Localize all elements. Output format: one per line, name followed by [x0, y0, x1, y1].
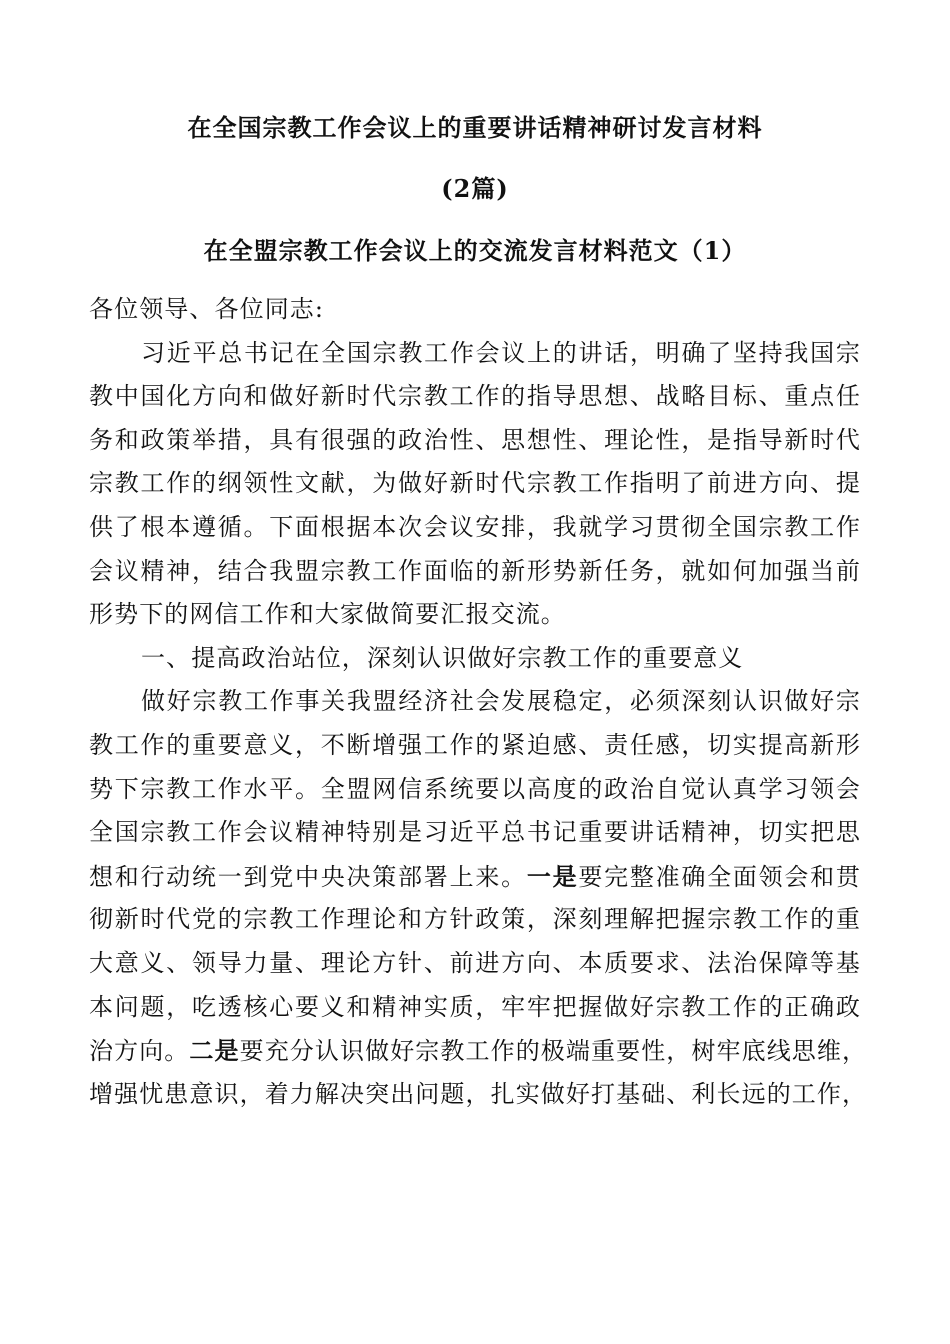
text-line: 习近平总书记在全国宗教工作会议上的讲话，明确了坚持我国宗	[141, 338, 861, 367]
section-title: 在全盟宗教工作会议上的交流发言材料范文（1）	[203, 236, 747, 265]
section-heading: 一、提高政治站位，深刻认识做好宗教工作的重要意义	[141, 643, 744, 672]
text-line: 势下宗教工作水平。全盟网信系统要以高度的政治自觉认真学习领会	[89, 774, 861, 803]
text-line	[89, 1029, 868, 1073]
text-line: 务和政策举措，具有很强的政治性、思想性、理论性，是指导新时代	[89, 425, 861, 454]
text-line: 宗教工作的纲领性文献，为做好新时代宗教工作指明了前进方向、提	[89, 469, 861, 498]
emphasis-first: 一是	[526, 861, 579, 891]
text-run: 治方向。	[89, 1037, 190, 1066]
text-run: 要充分认识做好宗教工作的极端重要性，树牢底线思维，	[239, 1037, 868, 1066]
salutation: 各位领导、各位同志:	[89, 295, 325, 323]
text-line: 彻新时代党的宗教工作理论和方针政策，深刻理解把握宗教工作的重	[89, 905, 861, 934]
text-line: 本问题，吃透核心要义和精神实质，牢牢把握做好宗教工作的正确政	[89, 992, 861, 1021]
text-line: 教中国化方向和做好新时代宗教工作的指导思想、战略目标、重点任	[89, 382, 861, 411]
text-line: 会议精神，结合我盟宗教工作面临的新形势新任务，就如何加强当前	[89, 556, 861, 585]
paragraph-significance	[89, 680, 868, 1116]
emphasis-second: 二是	[189, 1036, 240, 1066]
text-line: 增强忧患意识，着力解决突出问题，扎实做好打基础、利长远的工作，	[89, 1079, 868, 1108]
text-line: 形势下的网信工作和大家做简要汇报交流。	[89, 600, 566, 629]
document-title: 在全国宗教工作会议上的重要讲话精神研讨发言材料	[187, 113, 763, 142]
text-line	[89, 855, 861, 899]
text-line: 供了根本遵循。下面根据本次会议安排，我就学习贯彻全国宗教工作	[89, 512, 861, 541]
document-subtitle: (2篇)	[441, 174, 509, 203]
text-line: 教工作的重要意义，不断增强工作的紧迫感、责任感，切实提高新形	[89, 730, 861, 759]
text-run: 要完整准确全面领会和贯	[578, 862, 861, 891]
document-body	[89, 288, 868, 1116]
text-line: 全国宗教工作会议精神特别是习近平总书记重要讲话精神，切实把思	[89, 818, 861, 847]
text-line: 做好宗教工作事关我盟经济社会发展稳定，必须深刻认识做好宗	[141, 687, 861, 716]
text-run: 想和行动统一到党中央决策部署上来。	[89, 862, 527, 891]
text-line: 大意义、领导力量、理论方针、前进方向、本质要求、法治保障等基	[89, 948, 861, 977]
paragraph-intro	[89, 332, 861, 637]
